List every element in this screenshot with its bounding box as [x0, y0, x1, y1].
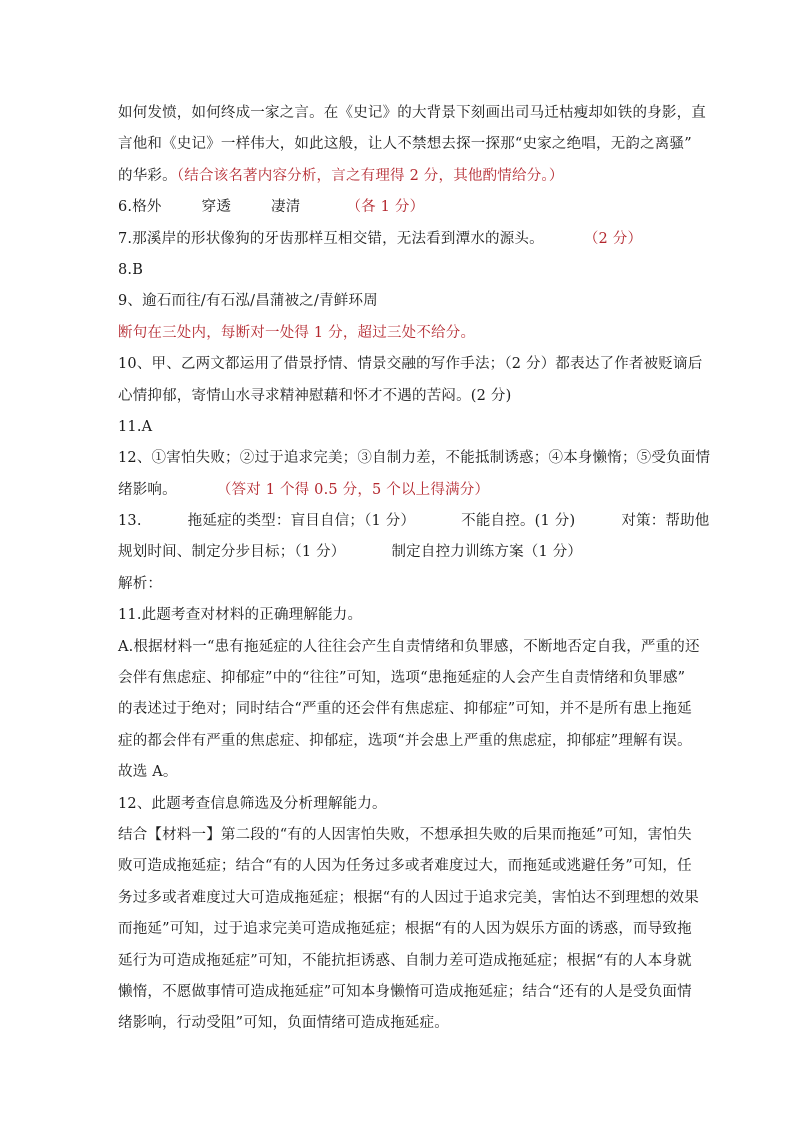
scoring-note: （2 分） [583, 230, 643, 247]
text-line [118, 98, 706, 129]
text-line [118, 789, 676, 820]
answer-text: 不能自控。(1 分) [461, 513, 576, 530]
line-text: 11.此题考查对材料的正确理解能力。 [118, 607, 363, 624]
answer-text: 7.那溪岸的形状像狗的牙齿那样互相交错，无法看到潭水的源头。 [118, 230, 544, 247]
text-line [118, 977, 692, 1008]
line-text: 延行为可造成拖延症”可知，不能抗拒诱惑、自制力差可造成拖延症；根据“有的人本身就 [118, 952, 692, 969]
line-text: 12、此题考查信息筛选及分析理解能力。 [118, 795, 387, 812]
text-line [118, 1008, 676, 1039]
text-line [118, 883, 699, 914]
text-line [118, 632, 700, 663]
line-text: 懒惰，不愿做事情可造成拖延症”可知本身懒惰可造成拖延症；结合“还有的人是受负面情 [118, 983, 692, 1000]
scoring-note [118, 318, 676, 349]
scoring-note: （结合该名著内容分析，言之有理得 2 分，其他酌情给分。） [176, 167, 564, 184]
text-line [118, 129, 692, 160]
answer-text: 拖延症的类型：盲目自信；（1 分） [187, 513, 416, 530]
line-text: 言他和《史记》一样伟大，如此这般，让人不禁想去探一探那“史家之绝唱，无韵之离骚” [118, 136, 692, 153]
line-text: 规划时间、制定分步目标；（1 分） [118, 544, 346, 561]
text-line [118, 851, 692, 882]
line-text: 绪影响，行动受阻”可知，负面情绪可造成拖延症。 [118, 1015, 450, 1032]
line-text: 如何发愤，如何终成一家之言。在《史记》的大背景下刻画出司马迁枯瘦却如铁的身影，直 [118, 105, 706, 121]
answer-text: 11.A [118, 418, 153, 435]
text-line [118, 757, 676, 788]
answer-text: 穿透 [201, 199, 232, 216]
text-line [118, 694, 692, 725]
answer-text: 对策：帮助他 [621, 513, 710, 530]
line-text: 心情抑郁，寄情山水寻求精神慰藉和怀才不遇的苦闷。(2 分) [118, 387, 512, 404]
answer-text: 10、甲、乙两文都运用了借景抒情、情景交融的写作手法；（2 分）都表达了作者被贬谪后 [118, 356, 703, 373]
answer-text: 12、①害怕失败；②过于追求完美；③自制力差，不能抵制诱惑；④本身懒惰；⑤受负面情 [118, 450, 711, 467]
text-line [118, 537, 676, 568]
answer-8 [118, 255, 676, 286]
scoring-note: （答对 1 个得 0.5 分，5 个以上得满分） [216, 481, 490, 498]
line-text: A.根据材料一“患有拖延症的人往往会产生自责情绪和负罪感，不断地否定自我，严重的还 [118, 638, 700, 655]
line-text: 症的都会伴有严重的焦虑症、抑郁症，选项“并会患上严重的焦虑症，抑郁症”理解有误。 [118, 732, 692, 749]
line-text: 断句在三处内，每断对一处得 1 分，超过三处不给分。 [118, 324, 476, 341]
line-text: 的华彩。 [118, 167, 177, 184]
answer-text: 凄清 [271, 199, 301, 216]
line-text: 故选 A。 [118, 764, 178, 781]
answer-text: 13. [118, 513, 142, 530]
answer-10 [118, 349, 703, 380]
line-text: 败可造成拖延症；结合“有的人因为任务过多或者难度过大，而拖延或逃避任务”可知，任 [118, 858, 692, 875]
text-line [118, 475, 676, 506]
answer-7 [118, 224, 676, 255]
text-line [118, 914, 692, 945]
line-text: 的表述过于绝对；同时结合“严重的还会伴有焦虑症、抑郁症”可知，并不是所有患上拖延 [118, 701, 692, 718]
line-text: 结合【材料一】第二段的“有的人因害怕失败，不想承担失败的后果而拖延”可知，害怕失 [118, 826, 692, 843]
answer-text: 9、逾石而往/有石泓/昌蒲被之/青鲜环周 [118, 293, 378, 310]
answer-12 [118, 443, 711, 474]
answer-text: 6.格外 [118, 199, 162, 216]
line-text: 制定自控力训练方案（1 分） [391, 544, 583, 561]
scoring-note: （各 1 分） [346, 199, 425, 216]
answer-9 [118, 286, 676, 317]
text-line [118, 663, 686, 694]
analysis-heading [118, 569, 676, 600]
line-text: 会伴有焦虑症、抑郁症”中的“往往”可知，选项“患拖延症的人会产生自责情绪和负罪感” [118, 670, 686, 687]
text-line [118, 946, 692, 977]
line-text: 绪影响。 [118, 481, 177, 498]
answer-text: 8.B [118, 261, 144, 278]
text-line [118, 161, 676, 192]
answer-11 [118, 412, 676, 443]
text-line [118, 726, 692, 757]
answer-6 [118, 192, 676, 223]
line-text: 而拖延”可知，过于追求完美可造成拖延症；根据“有的人因为娱乐方面的诱惑，而导致拖 [118, 921, 692, 938]
text-line [118, 600, 676, 631]
text-line [118, 381, 676, 412]
answer-13 [118, 506, 710, 537]
line-text: 务过多或者难度过大可造成拖延症；根据“有的人因过于追求完美，害怕达不到理想的效果 [118, 889, 699, 906]
line-text: 解析： [118, 575, 163, 592]
text-line [118, 820, 692, 851]
